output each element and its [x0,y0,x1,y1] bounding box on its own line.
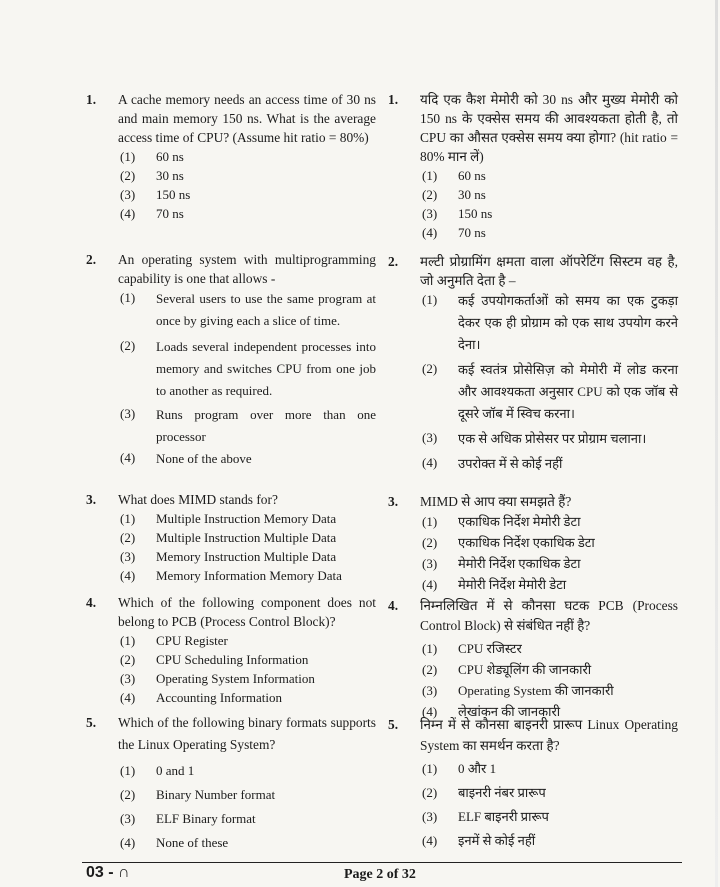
option-4: (4) उपरोक्त में से कोई नहीं [422,455,563,471]
option-3: (3) ELF Binary format [120,811,256,826]
question-number: 3. [86,492,97,507]
question-1-hi [388,90,678,242]
option-2: (2) Loads several independent processes into memory and switches CPU from one job to another as required. [120,338,376,398]
question-text: निम्नलिखित में से कौनसा घटक PCB (Process Control Block) से संबंधित नहीं है? [420,598,678,633]
question-text: निम्न में से कौनसा बाइनरी प्रारूप Linux Operating System का समर्थन करता है? [420,717,678,753]
option-3: (3) मेमोरी निर्देश एकाधिक डेटा [422,556,581,571]
question-number: 4. [388,598,399,613]
option-1: (1) CPU Register [120,633,228,648]
option-2: (2) CPU Scheduling Information [120,652,309,667]
question-5-en [86,712,376,854]
option-1: (1) 0 और 1 [422,761,497,776]
option-2: (2) CPU शेड्यूलिंग की जानकारी [422,662,592,677]
question-number: 5. [388,717,399,732]
option-3: (3) ELF बाइनरी प्रारूप [422,809,549,824]
question-text: यदि एक कैश मेमोरी को 30 ns और मुख्य मेमोरी को 150 ns के एक्सेस समय की आवश्यकता होती है, तो CPU का औसत एक्सेस समय क्या होगा? (hit ratio = 80% मान लें) [420,92,678,164]
option-1: (1) 0 and 1 [120,763,195,778]
question-text: MIMD से आप क्या समझते हैं? [420,494,572,509]
option-1: (1) एकाधिक निर्देश मेमोरी डेटा [422,514,581,529]
option-4: (4) Memory Information Memory Data [120,568,342,583]
option-4: (4) 70 ns [120,206,184,221]
option-4: (4) मेमोरी निर्देश मेमोरी डेटा [422,577,567,592]
question-text: What does MIMD stands for? [118,492,278,507]
option-1: (1) 60 ns [422,168,486,183]
question-number: 2. [388,254,399,269]
question-4-hi [388,596,678,722]
option-1: (1) CPU रजिस्टर [422,641,522,656]
option-3: (3) एक से अधिक प्रोसेसर पर प्रोग्राम चलाना। [422,430,647,446]
option-3: (3) 150 ns [422,206,493,221]
question-number: 2. [86,252,97,267]
option-4: (4) Accounting Information [120,690,282,705]
question-text: A cache memory needs an access time of 30 ns and main memory 150 ns. What is the average access time of CPU? (Assume hit ratio = 80%) [118,92,376,145]
question-number: 3. [388,494,399,509]
option-4: (4) 70 ns [422,225,486,240]
option-4: (4) None of the above [120,450,252,466]
paper-code: 03 - ∩ [86,864,130,881]
option-3: (3) Memory Instruction Multiple Data [120,549,337,564]
page-edge-shadow [715,0,718,887]
question-number: 4. [86,595,97,610]
option-4: (4) इनमें से कोई नहीं [422,833,536,848]
option-1: (1) Multiple Instruction Memory Data [120,511,337,526]
option-1: (1) 60 ns [120,149,184,164]
question-number: 1. [388,92,399,107]
option-3: (3) 150 ns [120,187,191,202]
option-3: (3) Operating System की जानकारी [422,683,614,698]
option-2: (2) 30 ns [422,187,486,202]
question-4-en [86,593,376,707]
option-2: (2) 30 ns [120,168,184,183]
option-2: (2) एकाधिक निर्देश एकाधिक डेटा [422,535,595,550]
question-2-en [86,250,376,470]
option-2: (2) बाइनरी नंबर प्रारूप [422,785,546,800]
page-number: Page 2 of 32 [344,867,416,882]
option-2: (2) Multiple Instruction Multiple Data [120,530,337,545]
option-2: (2) Binary Number format [120,787,276,802]
option-1: (1) कई उपयोगकर्ताओं को समय का एक टुकड़ा देकर एक ही प्रोग्राम को एक साथ उपयोग करने देना। [422,292,678,352]
footer-divider [82,862,682,863]
question-1-en [86,90,376,223]
question-number: 1. [86,92,97,107]
question-number: 5. [86,715,97,730]
question-2-hi [388,252,678,475]
option-2: (2) कई स्वतंत्र प्रोसेसिज़ को मेमोरी में लोड करना और आवश्यकता अनुसार CPU को एक जॉब से दूसरे जॉब में स्विच करना। [422,361,678,421]
question-text: मल्टी प्रोग्रामिंग क्षमता वाला ऑपरेटिंग सिस्टम वह है, जो अनुमति देता है – [420,254,678,288]
question-text: Which of the following component does not belong to PCB (Process Control Block)? [118,595,376,629]
option-4: (4) None of these [120,835,229,850]
option-1: (1) Several users to use the same program at once by giving each a slice of time. [120,290,376,328]
question-5-hi [388,714,678,852]
question-text: An operating system with multiprogramming capability is one that allows - [118,252,376,286]
question-text: Which of the following binary formats supports the Linux Operating System? [118,715,376,752]
question-3-hi [388,492,678,595]
option-4: (4) लेखांकन की जानकारी [422,704,561,719]
option-3: (3) Runs program over more than one processor [120,406,376,444]
option-3: (3) Operating System Information [120,671,315,686]
question-3-en [86,490,376,585]
